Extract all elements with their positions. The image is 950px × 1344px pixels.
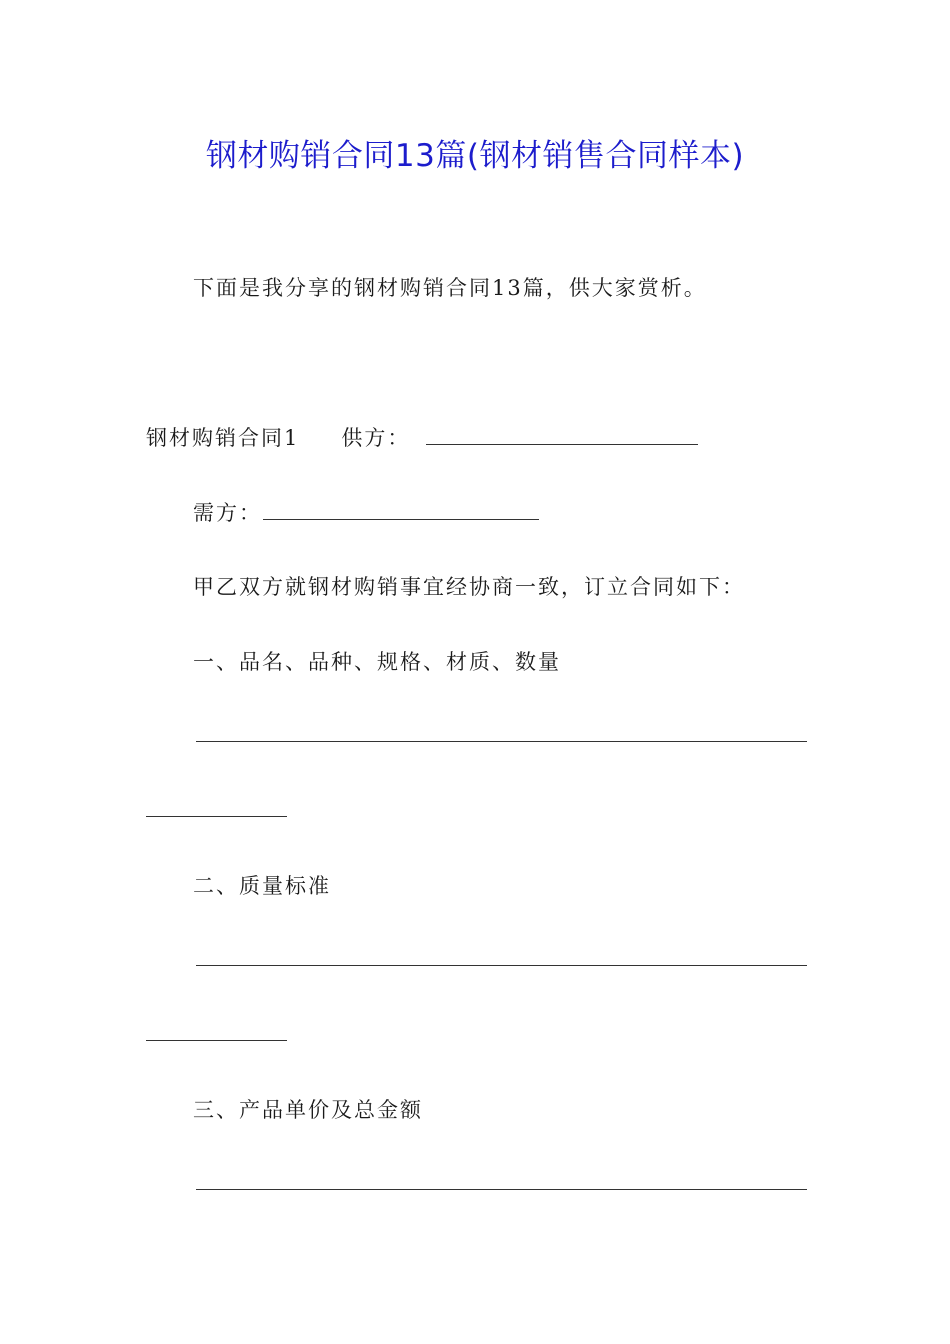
supplier-blank-line bbox=[426, 444, 698, 445]
document-title: 钢材购销合同13篇(钢材销售合同样本) bbox=[205, 138, 745, 174]
section-heading-2: 二、质量标准 bbox=[193, 874, 331, 898]
buyer-label: 需方： bbox=[193, 501, 262, 525]
section-1-blank-line-b bbox=[146, 816, 287, 817]
supplier-label: 供方： bbox=[341, 426, 411, 450]
section-heading-3: 三、产品单价及总金额 bbox=[193, 1098, 423, 1122]
section-2-blank-line-a bbox=[196, 965, 807, 966]
section-1-blank-line-a bbox=[196, 741, 807, 742]
section-heading-1: 一、品名、品种、规格、材质、数量 bbox=[193, 650, 561, 674]
agreement-paragraph: 甲乙双方就钢材购销事宜经协商一致，订立合同如下： bbox=[193, 575, 745, 599]
section-2-blank-line-b bbox=[146, 1040, 287, 1041]
intro-paragraph: 下面是我分享的钢材购销合同13篇，供大家赏析。 bbox=[193, 276, 707, 300]
section-3-blank-line-a bbox=[196, 1189, 807, 1190]
contract-heading: 钢材购销合同1 bbox=[146, 426, 300, 450]
contract-heading-row bbox=[146, 422, 410, 452]
buyer-blank-line bbox=[263, 519, 539, 520]
